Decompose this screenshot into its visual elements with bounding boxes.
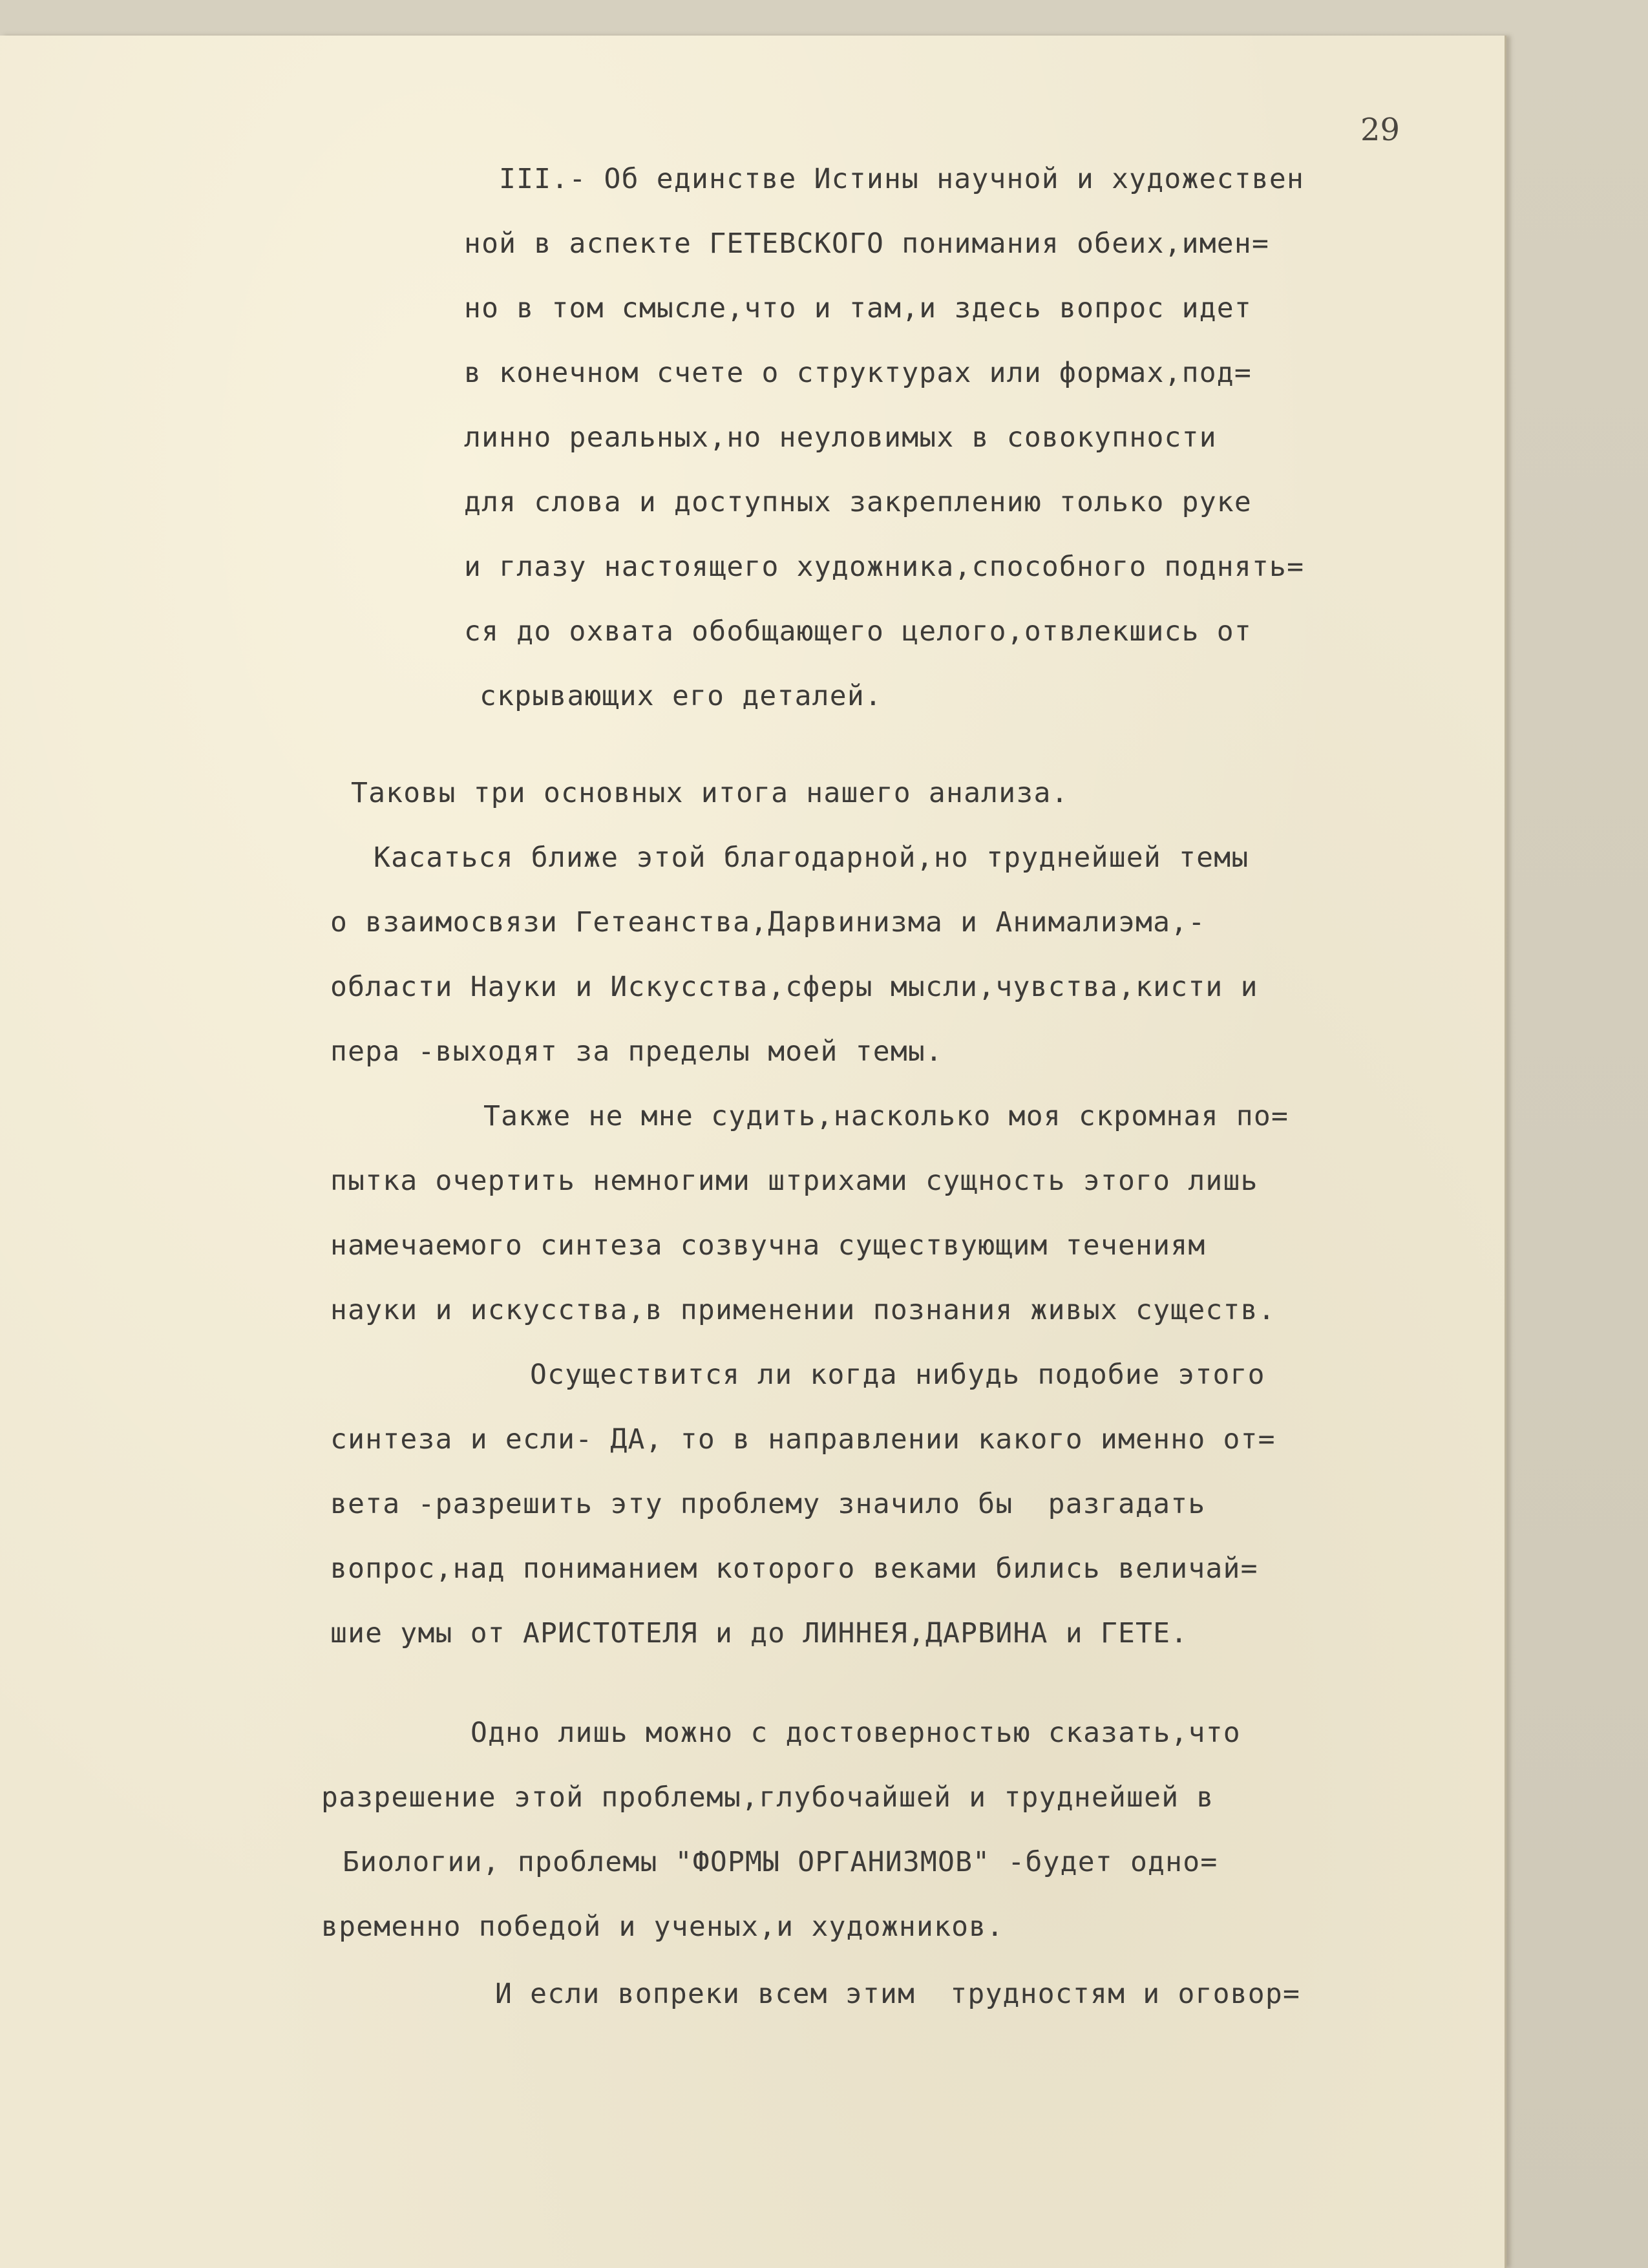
text-line: разрешение этой проблемы,глубочайшей и труднейшей в — [321, 1781, 1214, 1814]
text-line: И если вопреки всем этим трудностям и оговор= — [495, 1978, 1301, 2010]
text-line: Таковы три основных итога нашего анализа. — [351, 777, 1069, 809]
text-line: в конечном счете о структурах или формах,под= — [464, 357, 1252, 389]
text-line: Биологии, проблемы "ФОРМЫ ОРГАНИЗМОВ" -будет одно= — [343, 1846, 1218, 1878]
typewritten-sheet — [0, 36, 1506, 2268]
text-line: Касаться ближе этой благодарной,но труднейшей темы — [374, 842, 1249, 874]
text-line: временно победой и ученых,и художников. — [321, 1911, 1004, 1943]
text-line: ной в аспекте ГЕТЕВСКОГО понимания обеих,имен= — [464, 228, 1270, 260]
text-line: III.- Об единстве Истины научной и художествен — [499, 163, 1305, 195]
text-line: шие умы от АРИСТОТЕЛЯ и до ЛИННЕЯ,ДАРВИНА и ГЕТЕ. — [330, 1617, 1188, 1649]
text-line: скрывающих его деталей. — [480, 680, 883, 712]
text-line: науки и искусства,в применении познания живых существ. — [330, 1294, 1276, 1326]
text-line: области Науки и Искусства,сферы мысли,чувства,кисти и — [330, 971, 1258, 1003]
text-line: Осуществится ли когда нибудь подобие этого — [530, 1359, 1265, 1391]
text-line: вета -разрешить эту проблему значило бы разгадать — [330, 1488, 1206, 1520]
text-line: Одно лишь можно с достоверностью сказать,что — [470, 1717, 1241, 1749]
text-line: для слова и доступных закреплению только руке — [464, 486, 1252, 518]
text-line: линно реальных,но неуловимых в совокупности — [464, 421, 1217, 454]
text-line: намечаемого синтеза созвучна существующим течениям — [330, 1229, 1206, 1262]
text-line: пытка очертить немногими штрихами сущность этого лишь — [330, 1165, 1258, 1197]
text-line: ся до охвата обобщающего целого,отвлекшись от — [464, 615, 1252, 648]
text-line: синтеза и если- ДА, то в направлении какого именно от= — [330, 1423, 1276, 1456]
text-line: вопрос,над пониманием которого веками бились величай= — [330, 1553, 1258, 1585]
page-number: 29 — [1360, 112, 1400, 148]
text-line: Также не мне судить,насколько моя скромная по= — [483, 1100, 1289, 1132]
text-line: и глазу настоящего художника,способного поднять= — [464, 551, 1305, 583]
text-line: пера -выходят за пределы моей темы. — [330, 1035, 944, 1068]
text-line: но в том смысле,что и там,и здесь вопрос идет — [464, 292, 1252, 324]
text-line: о взаимосвязи Гетеанства,Дарвинизма и Анималиэма,- — [330, 906, 1206, 938]
